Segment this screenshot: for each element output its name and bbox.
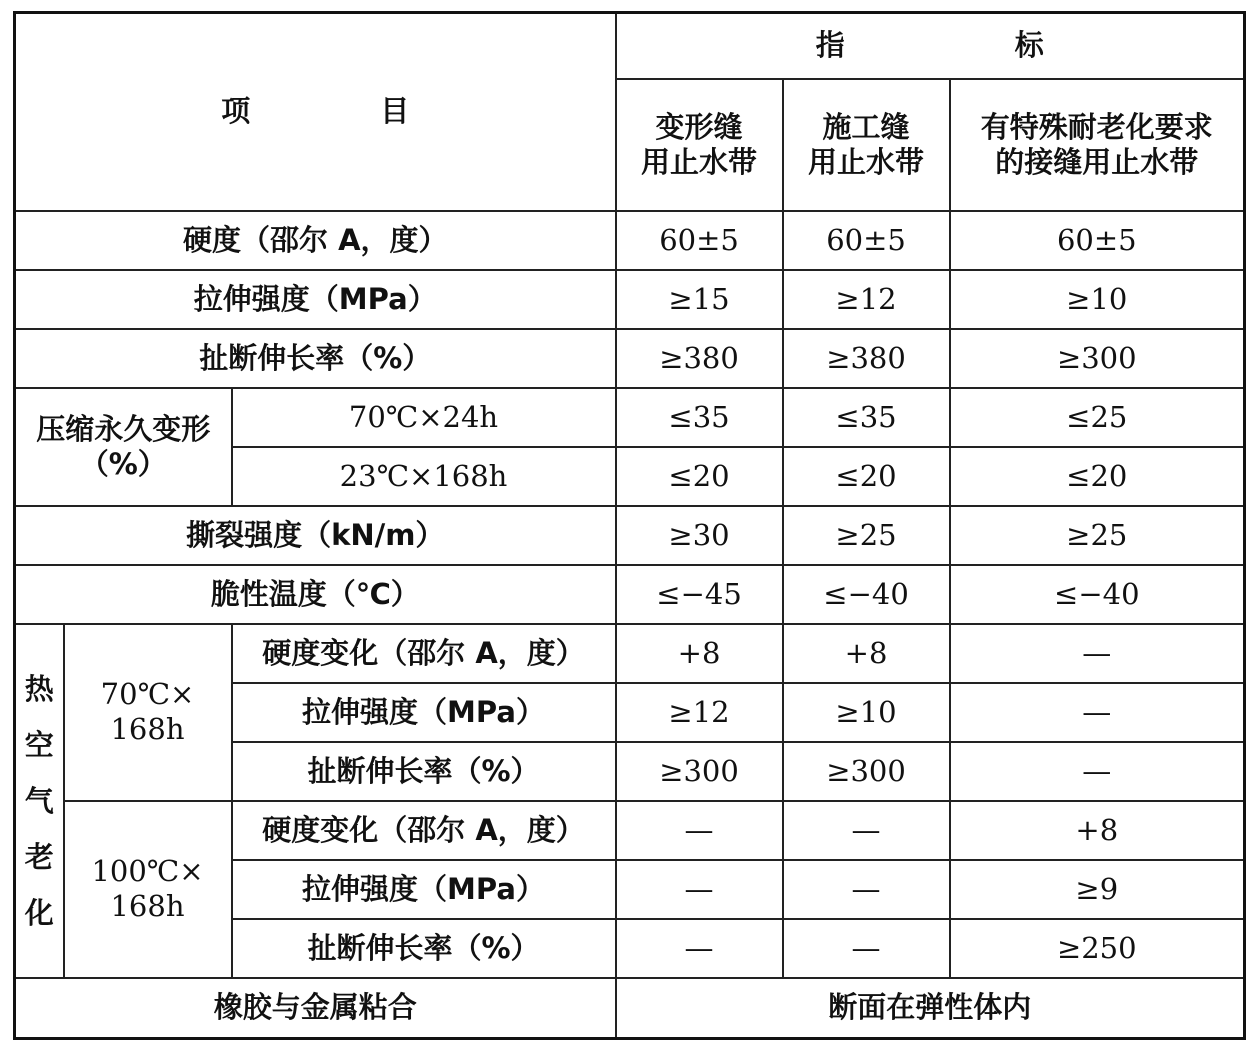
- cell-value: +8: [616, 624, 783, 683]
- cell-value: ≥380: [783, 329, 950, 388]
- cell-value: +8: [950, 801, 1245, 860]
- row-label: 拉伸强度（MPa）: [15, 270, 616, 329]
- row-label: 扯断伸长率（%）: [15, 329, 616, 388]
- cell-value: 断面在弹性体内: [616, 978, 1245, 1039]
- header-col3: 有特殊耐老化要求 的接缝用止水带: [950, 79, 1245, 211]
- sub-label: 拉伸强度（MPa）: [232, 683, 616, 742]
- cell-value: ≥300: [950, 329, 1245, 388]
- header-col1: 变形缝 用止水带: [616, 79, 783, 211]
- row-label: 橡胶与金属粘合: [15, 978, 616, 1039]
- sub-label: 硬度变化（邵尔 A，度）: [232, 624, 616, 683]
- cell-value: ≤−45: [616, 565, 783, 624]
- cell-value: ≥12: [616, 683, 783, 742]
- cell-value: —: [950, 683, 1245, 742]
- sub-label: 70℃×24h: [232, 388, 616, 447]
- cell-value: +8: [783, 624, 950, 683]
- cell-value: ≤25: [950, 388, 1245, 447]
- table-row: [15, 211, 1245, 270]
- cell-value: ≥300: [616, 742, 783, 801]
- cell-value: —: [783, 919, 950, 978]
- cell-value: ≥9: [950, 860, 1245, 919]
- cell-value: —: [950, 624, 1245, 683]
- row-label: 硬度（邵尔 A，度）: [15, 211, 616, 270]
- sub-label: 扯断伸长率（%）: [232, 742, 616, 801]
- table-row: [15, 388, 1245, 447]
- cell-value: ≥10: [783, 683, 950, 742]
- cell-value: —: [783, 801, 950, 860]
- cell-value: —: [616, 919, 783, 978]
- row-label: 撕裂强度（kN/m）: [15, 506, 616, 565]
- cell-value: ≥30: [616, 506, 783, 565]
- table-row: [15, 801, 1245, 860]
- cell-value: ≤−40: [950, 565, 1245, 624]
- sub-label: 扯断伸长率（%）: [232, 919, 616, 978]
- cell-value: 60±5: [950, 211, 1245, 270]
- sub-label: 23℃×168h: [232, 447, 616, 506]
- table-row: [15, 624, 1245, 683]
- specification-table: [13, 11, 1246, 1040]
- cell-value: 60±5: [783, 211, 950, 270]
- header-item: 项 目: [15, 13, 616, 211]
- cell-value: ≤20: [616, 447, 783, 506]
- cell-value: ≥25: [950, 506, 1245, 565]
- aging-label: 热 空 气 老 化: [15, 624, 64, 978]
- cell-value: ≤20: [950, 447, 1245, 506]
- cell-value: ≤20: [783, 447, 950, 506]
- table-row: [15, 565, 1245, 624]
- cell-value: ≥12: [783, 270, 950, 329]
- cell-value: ≤35: [616, 388, 783, 447]
- cell-value: —: [616, 801, 783, 860]
- cell-value: ≥250: [950, 919, 1245, 978]
- cell-value: ≥380: [616, 329, 783, 388]
- cell-value: —: [783, 860, 950, 919]
- cell-value: ≤−40: [783, 565, 950, 624]
- header-col2: 施工缝 用止水带: [783, 79, 950, 211]
- row-label-compression: 压缩永久变形 （%）: [15, 388, 232, 506]
- cell-value: 60±5: [616, 211, 783, 270]
- row-label: 脆性温度（℃）: [15, 565, 616, 624]
- aging-condition-70: 70℃× 168h: [64, 624, 232, 801]
- sub-label: 硬度变化（邵尔 A，度）: [232, 801, 616, 860]
- cell-value: —: [616, 860, 783, 919]
- aging-condition-100: 100℃× 168h: [64, 801, 232, 978]
- table-row: [15, 978, 1245, 1039]
- cell-value: —: [950, 742, 1245, 801]
- table-row: [15, 329, 1245, 388]
- cell-value: ≤35: [783, 388, 950, 447]
- cell-value: ≥15: [616, 270, 783, 329]
- sub-label: 拉伸强度（MPa）: [232, 860, 616, 919]
- table-row: [15, 506, 1245, 565]
- cell-value: ≥10: [950, 270, 1245, 329]
- table-row: [15, 270, 1245, 329]
- header-index: 指 标: [616, 13, 1245, 79]
- cell-value: ≥300: [783, 742, 950, 801]
- cell-value: ≥25: [783, 506, 950, 565]
